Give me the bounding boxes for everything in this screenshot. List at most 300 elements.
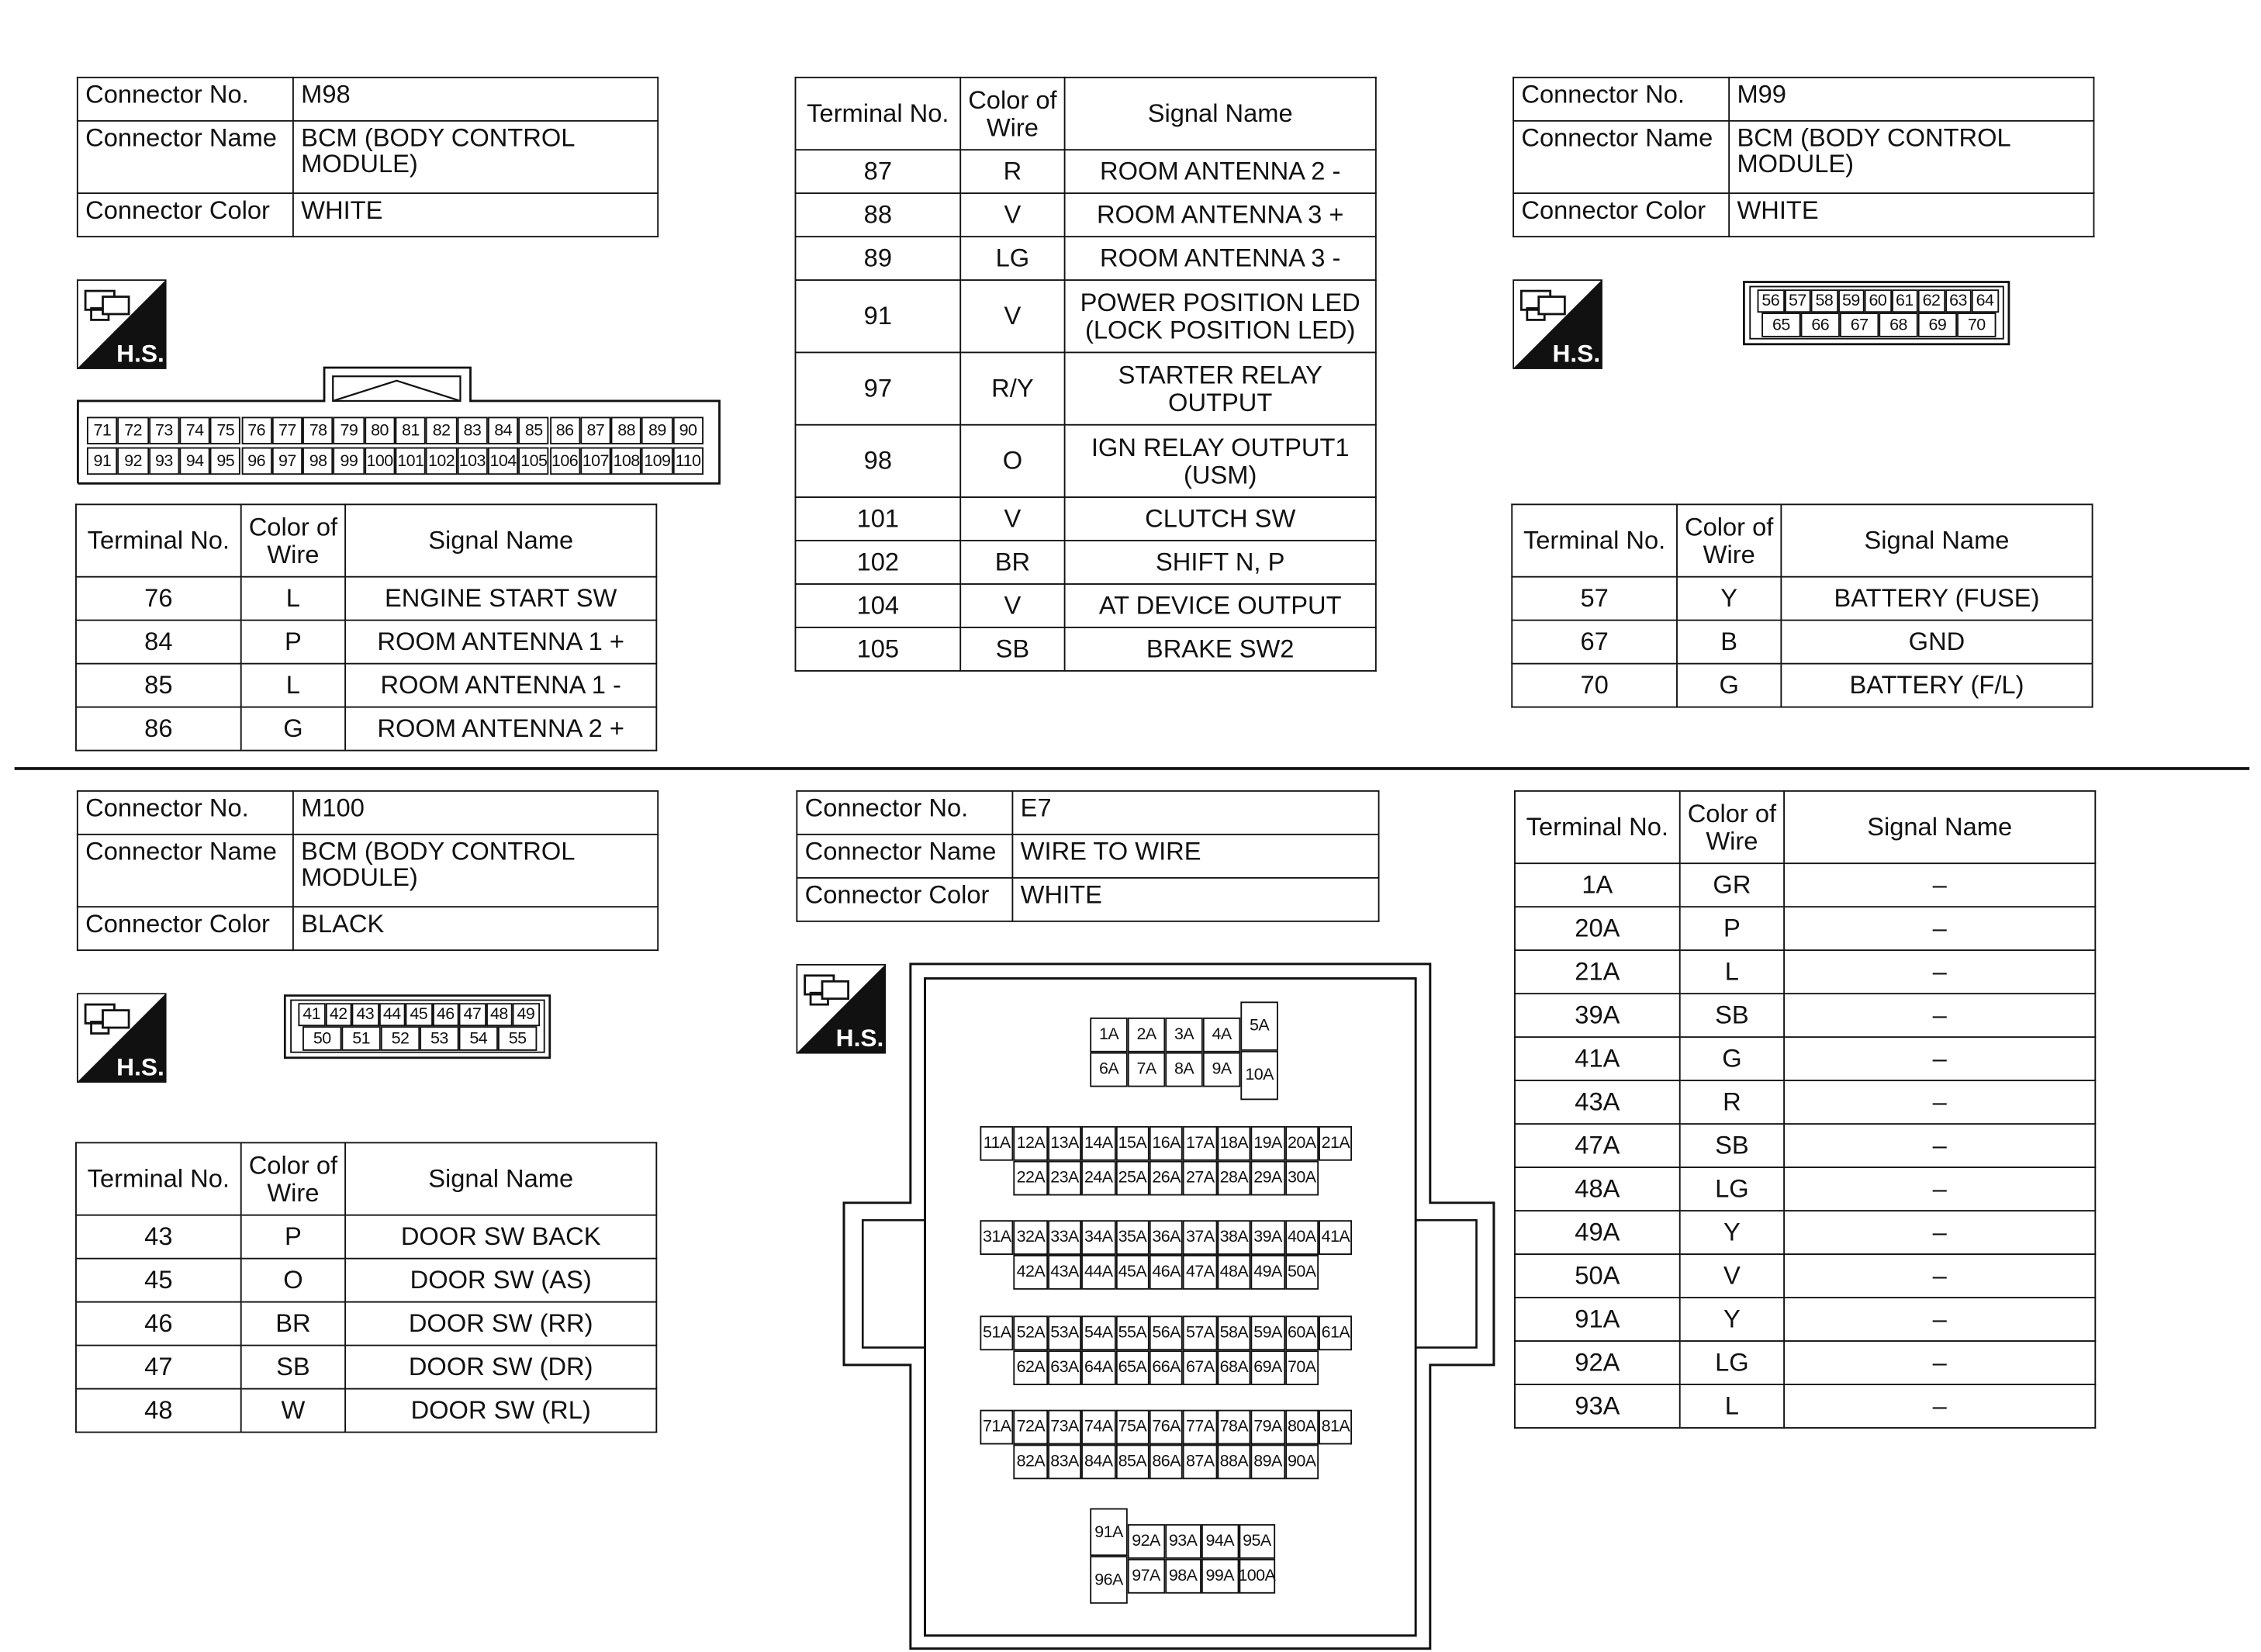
pin-cell: 44 — [379, 1003, 406, 1026]
m99-rows — [1512, 577, 2092, 707]
pin-cell: 95 — [210, 448, 241, 475]
table-row — [76, 620, 656, 664]
m100-connector-no: M100 — [293, 791, 658, 835]
pin-cell: 70A — [1284, 1350, 1319, 1384]
table-row — [76, 707, 656, 751]
table-row — [1515, 1080, 2095, 1124]
m99-info-table — [1513, 77, 2094, 237]
m98-connector-name: BCM (BODY CONTROL MODULE) — [293, 121, 658, 193]
pin-cell: 26A — [1150, 1161, 1184, 1196]
pin-cell: 65 — [1761, 313, 1800, 337]
m98-connector-no: M98 — [293, 78, 658, 121]
signal-name-cell: – — [1784, 863, 2095, 907]
table-row — [795, 193, 1375, 237]
pin-cell: 86A — [1150, 1444, 1184, 1479]
table-row — [795, 541, 1375, 584]
signal-name-cell: ENGINE START SW — [345, 577, 656, 620]
wire-color-cell: GR — [1680, 863, 1784, 907]
terminal-no-cell: 43A — [1515, 1080, 1680, 1124]
m98-connector-face — [77, 366, 721, 485]
pin-cell: 36A — [1150, 1221, 1184, 1256]
wire-color-cell: W — [241, 1389, 345, 1433]
pin-cell: 4A — [1203, 1018, 1241, 1052]
wire-color-cell: Y — [1680, 1211, 1784, 1254]
pin-cell: 77 — [271, 416, 303, 444]
label-connector-color: Connector Color — [1513, 193, 1729, 237]
pin-cell: 109 — [641, 448, 672, 475]
pin-cell: 80 — [365, 416, 396, 444]
pin-cell: 42A — [1014, 1256, 1048, 1291]
table-row — [1515, 1167, 2095, 1211]
terminal-no-cell: 67 — [1512, 620, 1677, 664]
pin-cell: 45 — [406, 1003, 433, 1026]
label-connector-name: Connector Name — [797, 835, 1012, 878]
pin-cell: 83 — [457, 416, 488, 444]
pin-cell: 92A — [1128, 1524, 1165, 1559]
pin-cell: 108 — [611, 448, 642, 475]
pin-cell: 99 — [334, 448, 365, 475]
pin-cell: 6A — [1090, 1052, 1128, 1087]
m99-connector-no: M99 — [1729, 78, 2093, 121]
terminal-no-cell: 21A — [1515, 950, 1680, 994]
pin-cell: 49A — [1251, 1256, 1285, 1291]
pin-cell: 45A — [1115, 1256, 1150, 1291]
pin-cell: 79A — [1251, 1409, 1285, 1444]
signal-name-cell: – — [1784, 1254, 2095, 1298]
pin-cell: 97A — [1128, 1559, 1165, 1594]
pin-cell: 73 — [148, 416, 179, 444]
pin-cell: 97 — [271, 448, 303, 475]
label-connector-no: Connector No. — [1513, 78, 1729, 121]
pin-cell: 96 — [241, 448, 272, 475]
pin-cell: 86 — [549, 416, 580, 444]
pin-cell: 27A — [1183, 1161, 1217, 1196]
pin-cell: 52 — [381, 1026, 420, 1051]
hs-label: H.S. — [116, 339, 164, 368]
table-row — [795, 352, 1375, 424]
table-row — [795, 584, 1375, 627]
pin-cell: 10A — [1240, 1051, 1278, 1100]
pin-cell: 66A — [1150, 1350, 1184, 1384]
label-connector-name: Connector Name — [78, 121, 293, 193]
pin-cell: 8A — [1165, 1052, 1203, 1087]
pin-cell: 21A — [1319, 1126, 1353, 1161]
table-row — [795, 497, 1375, 541]
pin-cell: 50 — [303, 1026, 341, 1051]
wire-color-cell: LG — [960, 237, 1064, 280]
pin-cell: 22A — [1014, 1161, 1048, 1196]
terminal-no-cell: 46 — [76, 1302, 241, 1346]
table-row — [1515, 907, 2095, 950]
pin-cell: 100 — [365, 448, 396, 475]
table-row — [1515, 1037, 2095, 1080]
table-row — [1512, 664, 2092, 707]
signal-name-cell: BATTERY (F/L) — [1781, 664, 2092, 707]
col-color-of-wire: Color of Wire — [1680, 791, 1784, 863]
m98-rows — [76, 577, 656, 751]
col-terminal-no: Terminal No. — [795, 78, 960, 150]
pin-cell: 58 — [1811, 289, 1838, 313]
signal-name-cell: ROOM ANTENNA 2 + — [345, 707, 656, 751]
pin-cell: 63 — [1945, 289, 1972, 313]
label-connector-no: Connector No. — [78, 78, 293, 121]
pin-cell: 38A — [1217, 1221, 1251, 1256]
pin-cell: 81 — [395, 416, 426, 444]
pin-cell: 14A — [1081, 1126, 1115, 1161]
e7-rows — [1515, 863, 2095, 1428]
pin-cell: 57 — [1784, 289, 1811, 313]
wire-color-cell: L — [1680, 950, 1784, 994]
table-row — [1515, 994, 2095, 1037]
terminal-no-cell: 87 — [795, 150, 960, 193]
col-color-of-wire: Color of Wire — [1677, 504, 1781, 576]
pin-cell: 60A — [1284, 1315, 1319, 1350]
table-row — [1515, 1298, 2095, 1341]
pin-cell: 102 — [426, 448, 457, 475]
terminal-no-cell: 105 — [795, 627, 960, 671]
pin-cell: 67 — [1840, 313, 1879, 337]
pin-cell: 75 — [210, 416, 241, 444]
pin-cell: 3A — [1165, 1018, 1203, 1052]
terminal-no-cell: 76 — [76, 577, 241, 620]
signal-name-cell: DOOR SW (AS) — [345, 1259, 656, 1302]
pin-cell: 79 — [334, 416, 365, 444]
label-connector-color: Connector Color — [78, 907, 293, 950]
col-color-of-wire: Color of Wire — [960, 78, 1064, 150]
terminal-no-cell: 91 — [795, 280, 960, 352]
pin-cell: 34A — [1081, 1221, 1115, 1256]
pin-cell: 28A — [1217, 1161, 1251, 1196]
pin-cell: 51 — [341, 1026, 380, 1051]
terminal-no-cell: 20A — [1515, 907, 1680, 950]
pin-cell: 93 — [148, 448, 179, 475]
harness-side-icon — [1513, 279, 1602, 369]
section-divider — [15, 767, 2249, 770]
pin-cell: 32A — [1014, 1221, 1048, 1256]
wire-color-cell: SB — [241, 1346, 345, 1389]
m99-terminal-table — [1511, 503, 2093, 707]
table-row — [795, 150, 1375, 193]
pin-cell: 83A — [1048, 1444, 1082, 1479]
pin-cell: 77A — [1183, 1409, 1217, 1444]
pin-cell: 65A — [1115, 1350, 1150, 1384]
col-color-of-wire: Color of Wire — [241, 1142, 345, 1215]
pin-cell: 1A — [1090, 1018, 1128, 1052]
table-row — [1515, 863, 2095, 907]
table-row — [795, 280, 1375, 352]
m100-terminal-table — [75, 1142, 657, 1433]
table-row — [1515, 1341, 2095, 1384]
wire-color-cell: V — [960, 497, 1064, 541]
pin-cell: 31A — [980, 1221, 1014, 1256]
pin-cell: 46A — [1150, 1256, 1184, 1291]
pin-cell: 87 — [580, 416, 611, 444]
terminal-no-cell: 70 — [1512, 664, 1677, 707]
e7-connector-color: WHITE — [1012, 878, 1378, 921]
pin-cell: 12A — [1014, 1126, 1048, 1161]
pin-cell: 15A — [1115, 1126, 1150, 1161]
m99-connector-face — [1743, 281, 2010, 346]
wire-color-cell: O — [241, 1259, 345, 1302]
pin-cell: 59 — [1837, 289, 1865, 313]
pin-cell: 16A — [1150, 1126, 1184, 1161]
harness-side-icon — [77, 993, 167, 1083]
pin-cell: 94A — [1201, 1524, 1239, 1559]
col-signal-name: Signal Name — [1781, 504, 2092, 576]
wire-color-cell: G — [1680, 1037, 1784, 1080]
pin-cell: 37A — [1183, 1221, 1217, 1256]
signal-name-cell: – — [1784, 1167, 2095, 1211]
pin-cell: 48 — [486, 1003, 513, 1026]
table-row — [76, 1302, 656, 1346]
wire-color-cell: BR — [241, 1302, 345, 1346]
col-terminal-no: Terminal No. — [1512, 504, 1677, 576]
signal-name-cell: ROOM ANTENNA 1 + — [345, 620, 656, 664]
table-row — [1512, 620, 2092, 664]
wire-color-cell: BR — [960, 541, 1064, 584]
pin-cell: 73A — [1048, 1409, 1082, 1444]
pin-cell: 52A — [1014, 1315, 1048, 1350]
pin-cell: 91A — [1090, 1509, 1128, 1557]
table-row — [795, 627, 1375, 671]
terminal-no-cell: 50A — [1515, 1254, 1680, 1298]
pin-cell: 49 — [513, 1003, 540, 1026]
signal-name-cell: CLUTCH SW — [1065, 497, 1376, 541]
hs-label: H.S. — [116, 1052, 164, 1081]
pin-cell: 89A — [1251, 1444, 1285, 1479]
pin-cell: 2A — [1128, 1018, 1166, 1052]
hs-label: H.S. — [1552, 339, 1601, 368]
wire-color-cell: SB — [1680, 994, 1784, 1037]
terminal-no-cell: 84 — [76, 620, 241, 664]
wire-color-cell: V — [1680, 1254, 1784, 1298]
pin-cell: 42 — [325, 1003, 352, 1026]
pin-cell: 54A — [1081, 1315, 1115, 1350]
m100-connector-name: BCM (BODY CONTROL MODULE) — [293, 835, 658, 907]
col-terminal-no: Terminal No. — [76, 504, 241, 576]
signal-name-cell: ROOM ANTENNA 3 + — [1065, 193, 1376, 237]
e7-info-table — [796, 790, 1379, 922]
signal-name-cell: DOOR SW (RR) — [345, 1302, 656, 1346]
pin-cell: 54 — [459, 1026, 498, 1051]
pin-cell: 90 — [672, 416, 704, 444]
pin-cell: 11A — [980, 1126, 1014, 1161]
pin-cell: 25A — [1115, 1161, 1150, 1196]
terminal-no-cell: 39A — [1515, 994, 1680, 1037]
signal-name-cell: – — [1784, 1298, 2095, 1341]
pin-cell: 64A — [1081, 1350, 1115, 1384]
pin-cell: 67A — [1183, 1350, 1217, 1384]
signal-name-cell: STARTER RELAY OUTPUT — [1065, 352, 1376, 424]
table-row — [1515, 950, 2095, 994]
pin-cell: 90A — [1284, 1444, 1319, 1479]
pin-cell: 110 — [672, 448, 704, 475]
signal-name-cell: DOOR SW (RL) — [345, 1389, 656, 1433]
m99-connector-name: BCM (BODY CONTROL MODULE) — [1729, 121, 2093, 193]
pin-cell: 84 — [488, 416, 519, 444]
label-connector-color: Connector Color — [78, 193, 293, 237]
m100-rows — [76, 1215, 656, 1433]
pin-cell: 84A — [1081, 1444, 1115, 1479]
signal-name-cell: – — [1784, 1341, 2095, 1384]
terminal-no-cell: 91A — [1515, 1298, 1680, 1341]
terminal-no-cell: 98 — [795, 425, 960, 497]
label-connector-color: Connector Color — [797, 878, 1012, 921]
terminal-no-cell: 93A — [1515, 1384, 1680, 1428]
signal-name-cell: BATTERY (FUSE) — [1781, 577, 2092, 620]
pin-cell: 85 — [518, 416, 549, 444]
table-row — [1515, 1254, 2095, 1298]
pin-cell: 70 — [1957, 313, 1996, 337]
pin-cell: 98 — [303, 448, 334, 475]
terminal-no-cell: 1A — [1515, 863, 1680, 907]
signal-name-cell: ROOM ANTENNA 1 - — [345, 664, 656, 707]
signal-name-cell: POWER POSITION LED (LOCK POSITION LED) — [1065, 280, 1376, 352]
pin-cell: 80A — [1284, 1409, 1319, 1444]
pin-cell: 75A — [1115, 1409, 1150, 1444]
e7-connector-no: E7 — [1012, 791, 1378, 835]
wire-color-cell: P — [241, 620, 345, 664]
col-signal-name: Signal Name — [1065, 78, 1376, 150]
pin-cell: 68 — [1879, 313, 1917, 337]
signal-name-cell: – — [1784, 907, 2095, 950]
wire-color-cell: V — [960, 193, 1064, 237]
pin-cell: 98A — [1164, 1559, 1201, 1594]
pin-cell: 68A — [1217, 1350, 1251, 1384]
terminal-no-cell: 92A — [1515, 1341, 1680, 1384]
table-row — [1515, 1384, 2095, 1428]
m98-terminal-table — [75, 503, 657, 751]
table-row — [1515, 1124, 2095, 1167]
terminal-no-cell: 47A — [1515, 1124, 1680, 1167]
wire-color-cell: L — [241, 577, 345, 620]
signal-name-cell: – — [1784, 950, 2095, 994]
pin-cell: 64 — [1972, 289, 1999, 313]
m99-connector-color: WHITE — [1729, 193, 2093, 237]
pin-cell: 5A — [1240, 1001, 1278, 1050]
terminal-no-cell: 48 — [76, 1389, 241, 1433]
pin-cell: 78A — [1217, 1409, 1251, 1444]
pin-cell: 82 — [426, 416, 457, 444]
pin-cell: 74A — [1081, 1409, 1115, 1444]
pin-cell: 7A — [1128, 1052, 1166, 1087]
terminal-no-cell: 85 — [76, 664, 241, 707]
pin-cell: 56A — [1150, 1315, 1184, 1350]
e7-connector-name: WIRE TO WIRE — [1012, 835, 1378, 878]
table-row — [795, 237, 1375, 280]
wire-color-cell: P — [1680, 907, 1784, 950]
label-connector-no: Connector No. — [797, 791, 1012, 835]
signal-name-cell: AT DEVICE OUTPUT — [1065, 584, 1376, 627]
pin-cell: 35A — [1115, 1221, 1150, 1256]
col-terminal-no: Terminal No. — [76, 1142, 241, 1215]
pin-cell: 94 — [179, 448, 210, 475]
terminal-no-cell: 48A — [1515, 1167, 1680, 1211]
signal-name-cell: – — [1784, 1384, 2095, 1428]
signal-name-cell: ROOM ANTENNA 2 - — [1065, 150, 1376, 193]
wire-color-cell: O — [960, 425, 1064, 497]
table-row — [795, 425, 1375, 497]
pin-cell: 78 — [303, 416, 334, 444]
pin-cell: 44A — [1081, 1256, 1115, 1291]
m98-rows-continued — [795, 150, 1375, 671]
pin-cell: 76 — [241, 416, 272, 444]
signal-name-cell: – — [1784, 994, 2095, 1037]
table-row — [76, 577, 656, 620]
pin-cell: 85A — [1115, 1444, 1150, 1479]
signal-name-cell: – — [1784, 1080, 2095, 1124]
pin-cell: 33A — [1048, 1221, 1082, 1256]
pin-cell: 69A — [1251, 1350, 1285, 1384]
terminal-no-cell: 45 — [76, 1259, 241, 1302]
pin-cell: 92 — [118, 448, 149, 475]
pin-cell: 57A — [1183, 1315, 1217, 1350]
pin-cell: 100A — [1239, 1559, 1276, 1594]
pin-cell: 96A — [1090, 1556, 1128, 1604]
pin-cell: 17A — [1183, 1126, 1217, 1161]
terminal-no-cell: 102 — [795, 541, 960, 584]
pin-cell: 24A — [1081, 1161, 1115, 1196]
pin-cell: 62A — [1014, 1350, 1048, 1384]
pin-cell: 23A — [1048, 1161, 1082, 1196]
m100-info-table — [77, 790, 659, 951]
terminal-no-cell: 88 — [795, 193, 960, 237]
pin-cell: 89 — [641, 416, 672, 444]
pin-cell: 43A — [1048, 1256, 1082, 1291]
m98-info-table — [77, 77, 659, 237]
pin-cell: 48A — [1217, 1256, 1251, 1291]
col-signal-name: Signal Name — [345, 504, 656, 576]
pin-cell: 107 — [580, 448, 611, 475]
m98-terminal-table-continued — [795, 77, 1377, 672]
signal-name-cell: DOOR SW (DR) — [345, 1346, 656, 1389]
wire-color-cell: LG — [1680, 1341, 1784, 1384]
pin-cell: 47 — [459, 1003, 486, 1026]
terminal-no-cell: 89 — [795, 237, 960, 280]
label-connector-name: Connector Name — [78, 835, 293, 907]
col-color-of-wire: Color of Wire — [241, 504, 345, 576]
pin-cell: 93A — [1164, 1524, 1201, 1559]
pin-cell: 30A — [1284, 1161, 1319, 1196]
signal-name-cell: SHIFT N, P — [1065, 541, 1376, 584]
pin-cell: 43 — [351, 1003, 379, 1026]
pin-cell: 105 — [518, 448, 549, 475]
signal-name-cell: IGN RELAY OUTPUT1 (USM) — [1065, 425, 1376, 497]
pin-cell: 91 — [87, 448, 118, 475]
pin-cell: 95A — [1239, 1524, 1276, 1559]
terminal-no-cell: 104 — [795, 584, 960, 627]
pin-cell: 56 — [1758, 289, 1785, 313]
wire-color-cell: G — [1677, 664, 1781, 707]
terminal-no-cell: 97 — [795, 352, 960, 424]
pin-cell: 18A — [1217, 1126, 1251, 1161]
pin-cell: 19A — [1251, 1126, 1285, 1161]
wire-color-cell: L — [241, 664, 345, 707]
pin-cell: 103 — [457, 448, 488, 475]
signal-name-cell: – — [1784, 1211, 2095, 1254]
pin-cell: 61A — [1319, 1315, 1353, 1350]
table-row — [1515, 1211, 2095, 1254]
wire-color-cell: Y — [1680, 1298, 1784, 1341]
pin-cell: 59A — [1251, 1315, 1285, 1350]
wire-color-cell: SB — [1680, 1124, 1784, 1167]
wire-color-cell: V — [960, 584, 1064, 627]
pin-cell: 66 — [1801, 313, 1840, 337]
pin-cell: 53A — [1048, 1315, 1082, 1350]
pin-cell: 106 — [549, 448, 580, 475]
wire-color-cell: R/Y — [960, 352, 1064, 424]
pin-cell: 47A — [1183, 1256, 1217, 1291]
